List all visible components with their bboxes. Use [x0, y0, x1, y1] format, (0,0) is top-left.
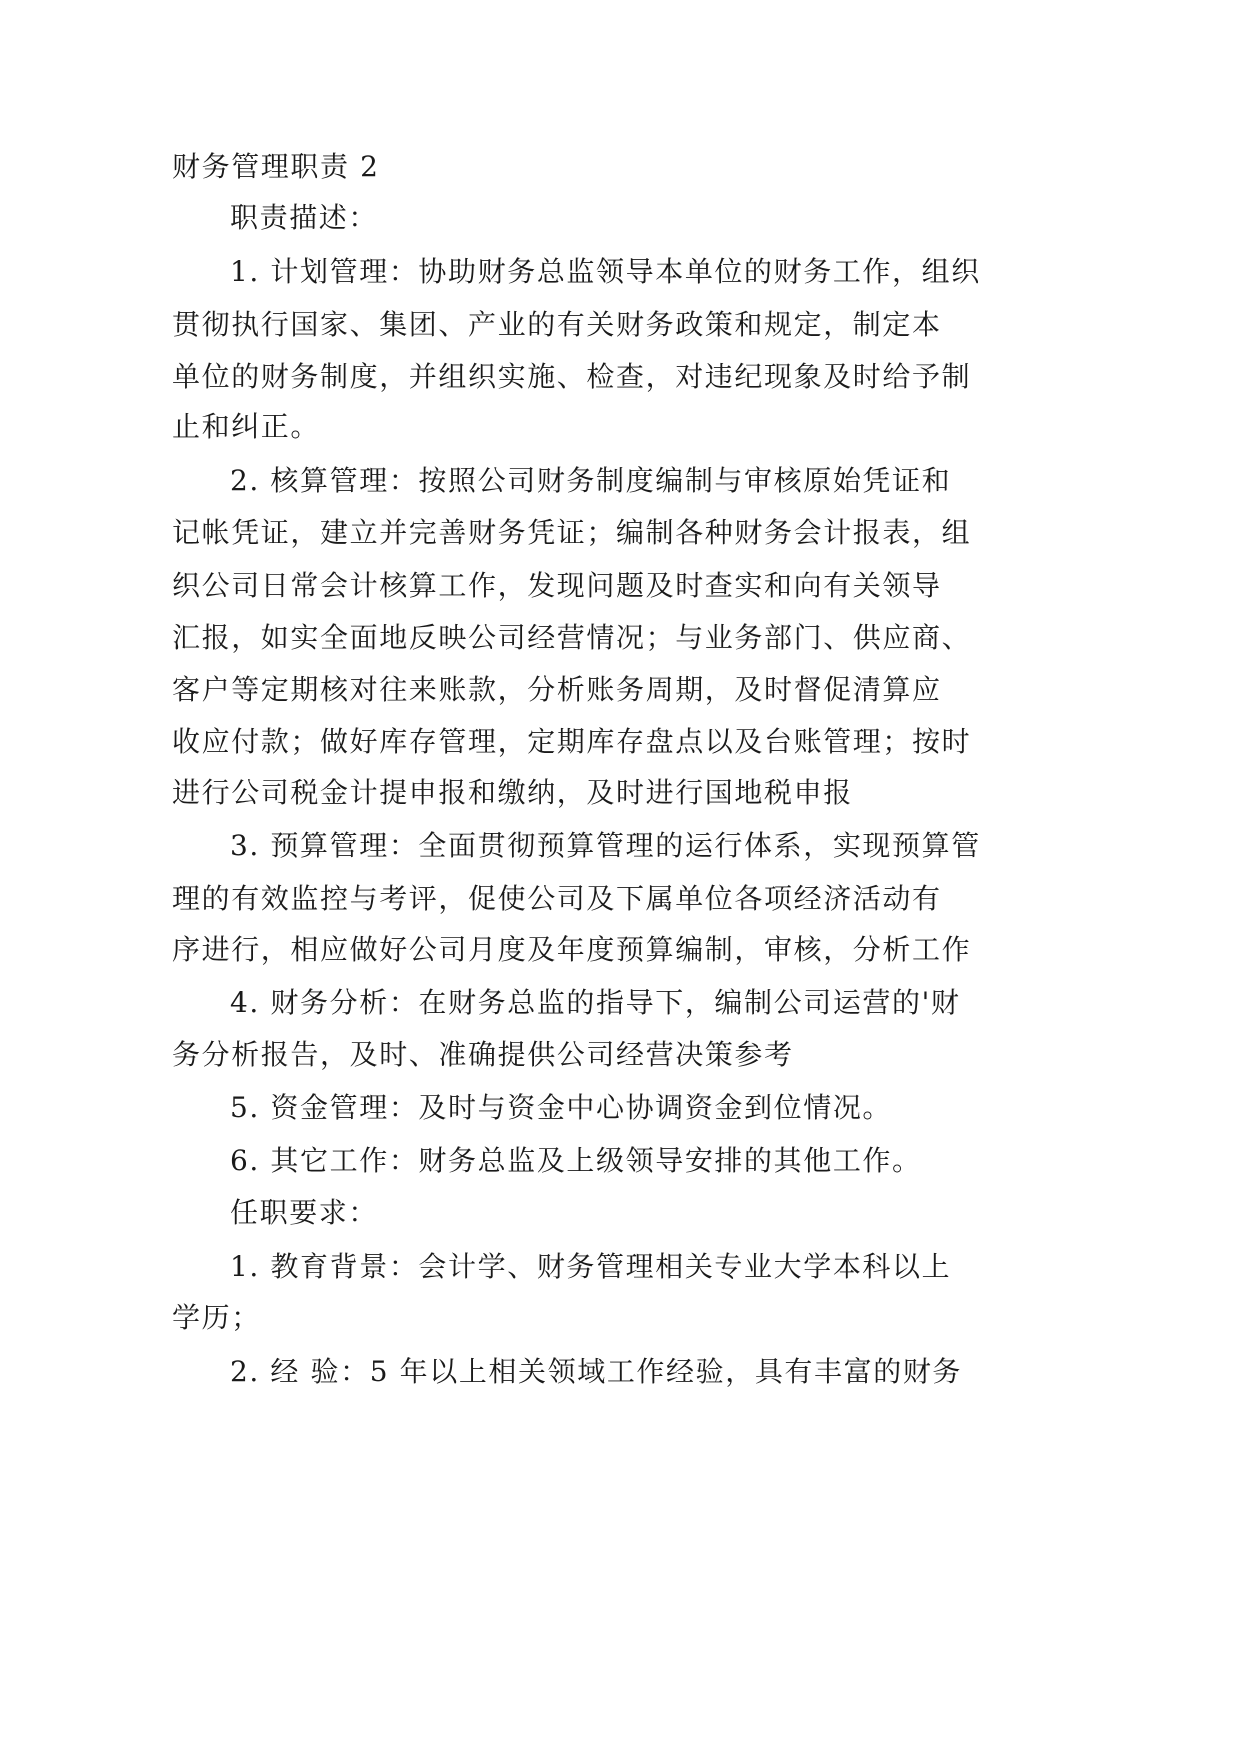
- text-line: 贯彻执行国家、集团、产业的有关财务政策和规定，制定本: [172, 308, 942, 341]
- text-line: 5. 资金管理：及时与资金中心协调资金到位情况。: [230, 1091, 893, 1124]
- text-line: 2. 核算管理：按照公司财务制度编制与审核原始凭证和: [230, 464, 952, 497]
- text-line: 1. 教育背景：会计学、财务管理相关专业大学本科以上: [230, 1250, 952, 1283]
- text-line: 进行公司税金计提申报和缴纳，及时进行国地税申报: [172, 776, 853, 809]
- text-line: 3. 预算管理：全面贯彻预算管理的运行体系，实现预算管: [230, 829, 981, 862]
- text-line: 单位的财务制度，并组织实施、检查，对违纪现象及时给予制: [172, 360, 972, 393]
- text-line: 织公司日常会计核算工作，发现问题及时查实和向有关领导: [172, 569, 942, 602]
- text-line: 记帐凭证，建立并完善财务凭证；编制各种财务会计报表，组: [172, 516, 972, 549]
- text-line: 财务管理职责 2: [172, 150, 380, 183]
- text-line: 理的有效监控与考评，促使公司及下属单位各项经济活动有: [172, 882, 942, 915]
- text-line: 6. 其它工作：财务总监及上级领导安排的其他工作。: [230, 1144, 922, 1177]
- text-line: 4. 财务分析：在财务总监的指导下，编制公司运营的'财: [230, 986, 961, 1019]
- text-line: 任职要求：: [230, 1196, 379, 1229]
- text-line: 止和纠正。: [172, 410, 321, 443]
- text-line: 汇报，如实全面地反映公司经营情况；与业务部门、供应商、: [172, 621, 972, 654]
- text-line: 收应付款；做好库存管理，定期库存盘点以及台账管理；按时: [172, 725, 972, 758]
- text-line: 序进行，相应做好公司月度及年度预算编制，审核，分析工作: [172, 933, 972, 966]
- text-line: 学历；: [172, 1301, 261, 1334]
- text-line: 务分析报告，及时、准确提供公司经营决策参考: [172, 1038, 794, 1071]
- text-line: 客户等定期核对往来账款，分析账务周期，及时督促清算应: [172, 673, 942, 706]
- text-line: 2. 经 验：5 年以上相关领域工作经验，具有丰富的财务: [230, 1355, 963, 1388]
- text-line: 职责描述：: [230, 201, 379, 234]
- text-line: 1. 计划管理：协助财务总监领导本单位的财务工作，组织: [230, 255, 981, 288]
